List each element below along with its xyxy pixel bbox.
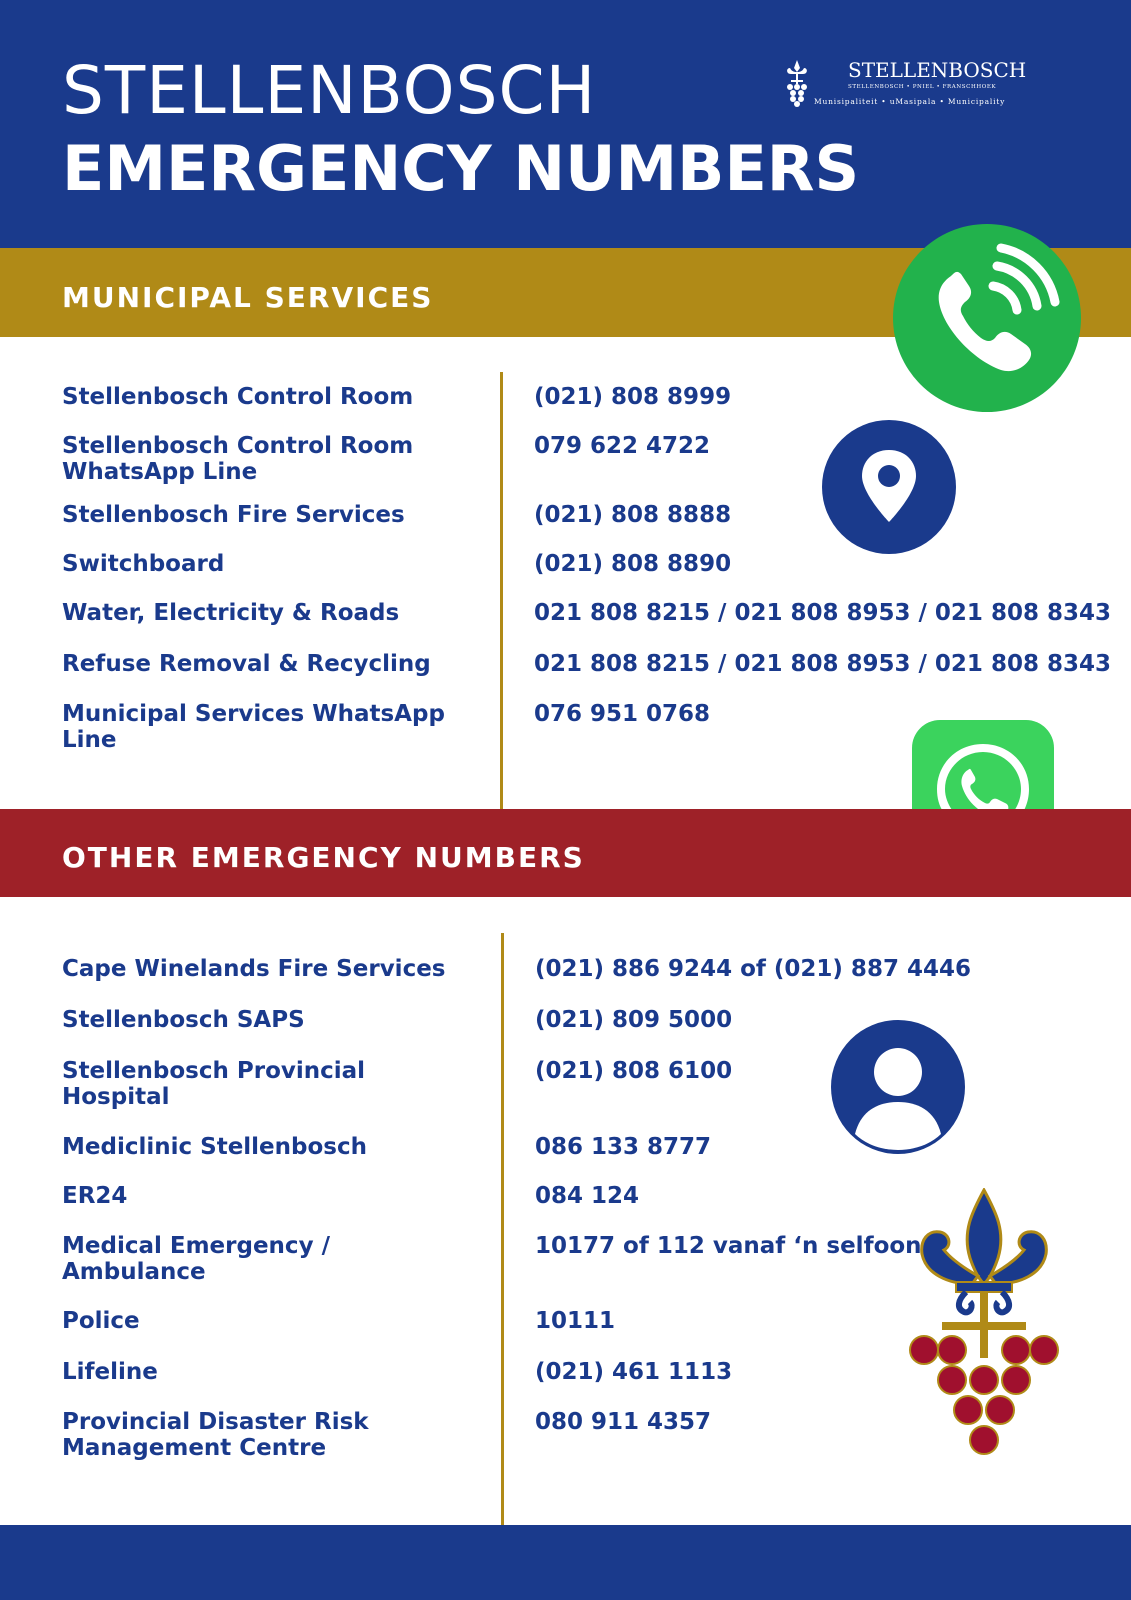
phone-call-icon bbox=[893, 224, 1081, 412]
logo-name: STELLENBOSCH bbox=[848, 58, 1027, 82]
title-town: STELLENBOSCH bbox=[62, 52, 597, 129]
row-number[interactable]: (021) 808 8888 bbox=[534, 502, 732, 528]
row-label: Provincial Disaster Risk Management Centre bbox=[62, 1409, 369, 1461]
row-label: Stellenbosch SAPS bbox=[62, 1007, 305, 1033]
row-label: Refuse Removal & Recycling bbox=[62, 651, 431, 677]
row-label: Stellenbosch Fire Services bbox=[62, 502, 405, 528]
row-label: Medical Emergency / Ambulance bbox=[62, 1233, 330, 1285]
row-number[interactable]: (021) 886 9244 of (021) 887 4446 bbox=[535, 956, 971, 982]
row-label: Stellenbosch Control Room bbox=[62, 384, 414, 410]
title-heading: EMERGENCY NUMBERS bbox=[62, 132, 860, 205]
row-label: Stellenbosch Provincial Hospital bbox=[62, 1058, 366, 1110]
row-number[interactable]: 084 124 bbox=[535, 1183, 640, 1209]
row-label: Switchboard bbox=[62, 551, 225, 577]
row-number[interactable]: (021) 808 8890 bbox=[534, 551, 732, 577]
row-label: Municipal Services WhatsApp Line bbox=[62, 701, 445, 753]
row-number[interactable]: 086 133 8777 bbox=[535, 1134, 712, 1160]
row-number[interactable]: 021 808 8215 / 021 808 8953 / 021 808 8343 bbox=[534, 600, 1111, 626]
municipal-services-title: MUNICIPAL SERVICES bbox=[62, 281, 434, 314]
row-label: Lifeline bbox=[62, 1359, 158, 1385]
row-number[interactable]: (021) 809 5000 bbox=[535, 1007, 733, 1033]
row-label: Cape Winelands Fire Services bbox=[62, 956, 446, 982]
row-number[interactable]: (021) 461 1113 bbox=[535, 1359, 733, 1385]
logo-tagline: Munisipaliteit • uMasipala • Municipality bbox=[814, 97, 1006, 106]
municipality-crest-icon bbox=[782, 58, 812, 108]
row-number[interactable]: (021) 808 8999 bbox=[534, 384, 732, 410]
row-number[interactable]: 021 808 8215 / 021 808 8953 / 021 808 8343 bbox=[534, 651, 1111, 677]
row-number[interactable]: 076 951 0768 bbox=[534, 701, 711, 727]
row-number[interactable]: 10177 of 112 vanaf ‘n selfoon bbox=[535, 1233, 922, 1259]
row-number[interactable]: 080 911 4357 bbox=[535, 1409, 712, 1435]
fleur-de-lis-grapes-emblem bbox=[908, 1188, 1060, 1472]
person-icon bbox=[831, 1020, 965, 1154]
column-divider bbox=[501, 933, 504, 1525]
row-label: Water, Electricity & Roads bbox=[62, 600, 400, 626]
row-number[interactable]: (021) 808 6100 bbox=[535, 1058, 733, 1084]
row-label: Police bbox=[62, 1308, 140, 1334]
row-number[interactable]: 079 622 4722 bbox=[534, 433, 711, 459]
location-pin-icon bbox=[822, 420, 956, 554]
column-divider bbox=[500, 372, 503, 810]
footer-bar bbox=[0, 1525, 1131, 1600]
row-label: ER24 bbox=[62, 1183, 128, 1209]
row-label: Stellenbosch Control Room WhatsApp Line bbox=[62, 433, 414, 485]
other-emergency-title: OTHER EMERGENCY NUMBERS bbox=[62, 841, 585, 874]
row-label: Mediclinic Stellenbosch bbox=[62, 1134, 367, 1160]
row-number[interactable]: 10111 bbox=[535, 1308, 616, 1334]
logo-subtitle: STELLENBOSCH • PNIEL • FRANSCHHOEK bbox=[848, 84, 997, 90]
